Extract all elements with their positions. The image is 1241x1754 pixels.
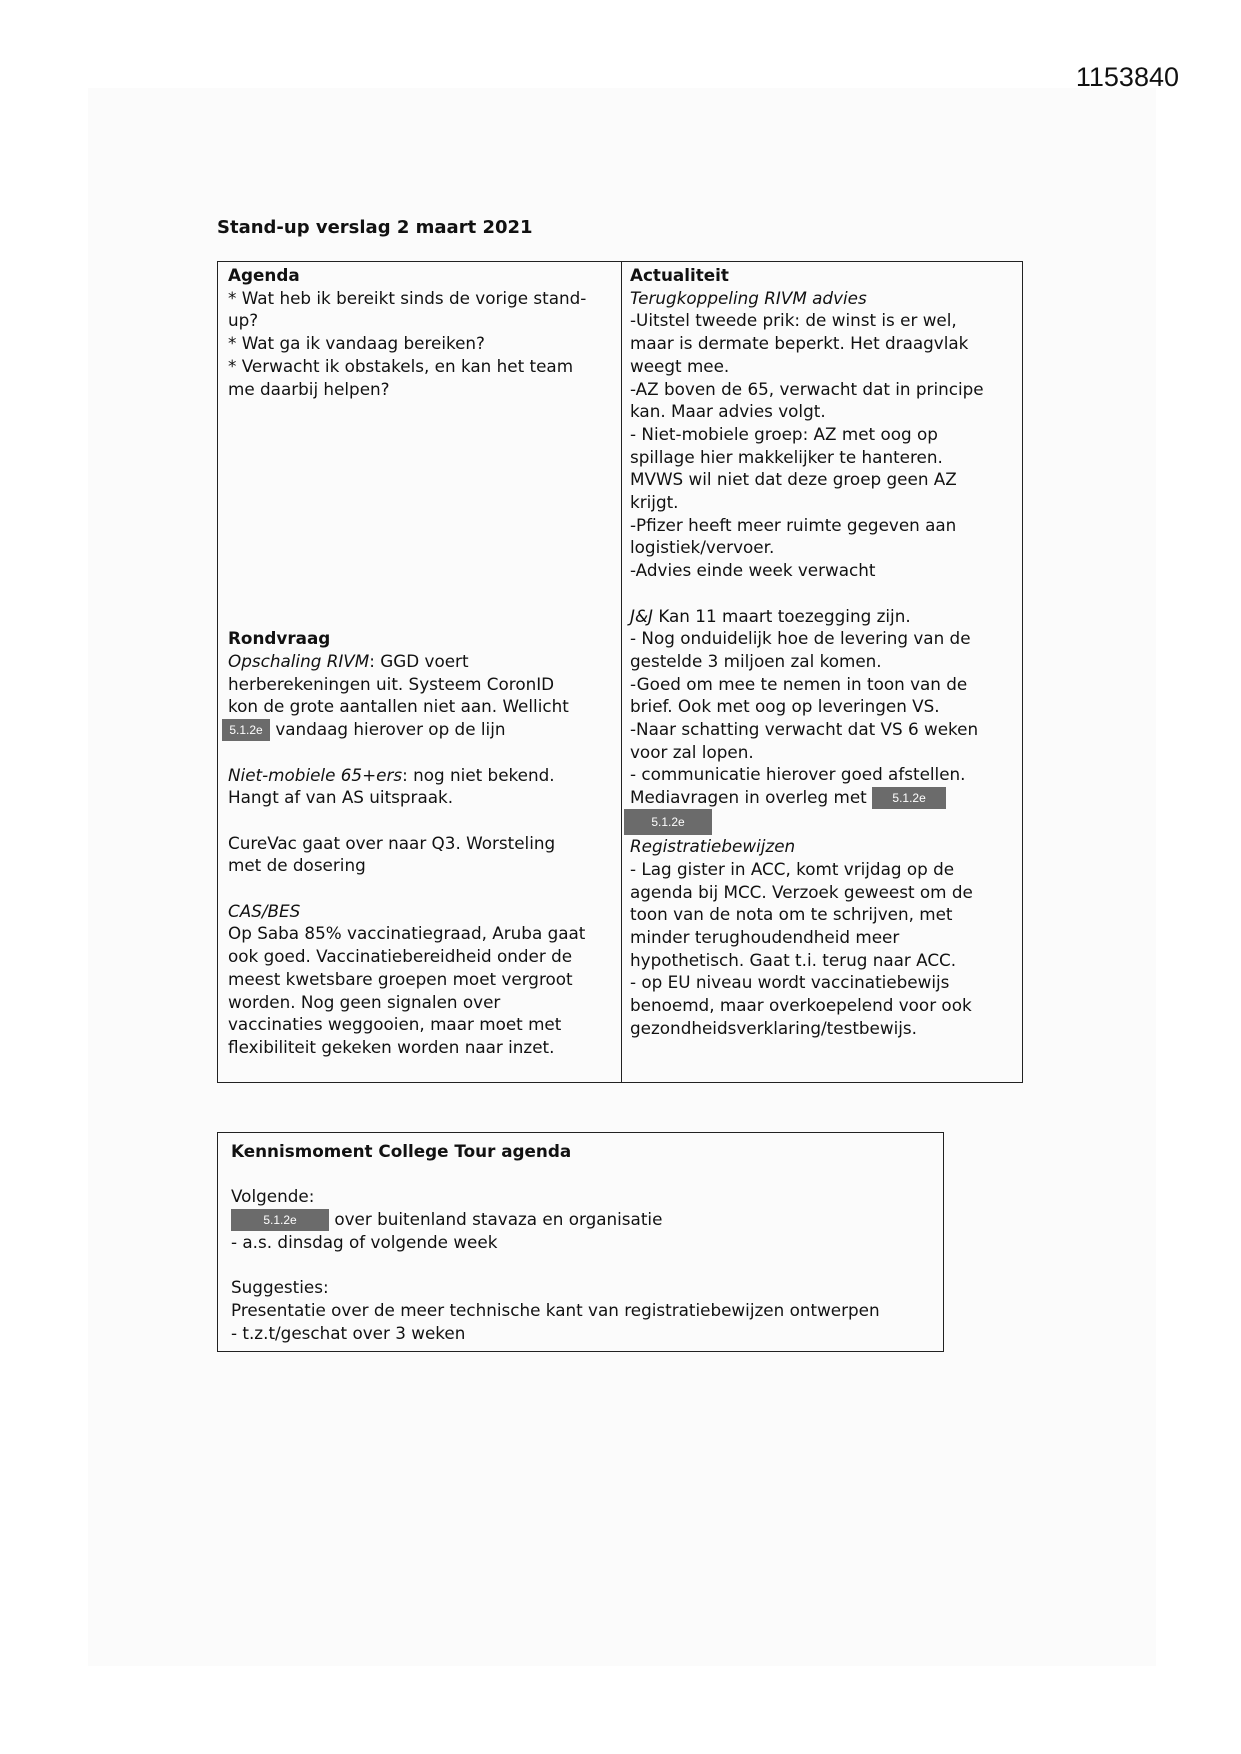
- actualiteit-line: krijgt.: [630, 492, 679, 513]
- rondvraag-line: Opschaling RIVM: GGD voert: [228, 650, 469, 671]
- rondvraag-heading: Rondvraag: [228, 628, 331, 649]
- suggesties-item: Presentatie over de meer technische kant van registratiebewijzen ontwerpen: [231, 1300, 880, 1321]
- page-title: Stand-up verslag 2 maart 2021: [217, 217, 533, 238]
- niet-mobiele-label: Niet-mobiele 65+ers: [228, 764, 403, 785]
- registratie-line: - Lag gister in ACC, komt vrijdag op de: [630, 858, 955, 879]
- rondvraag-line: ook goed. Vaccinatiebereidheid onder de: [228, 946, 573, 967]
- registratie-line: toon van de nota om te schrijven, met: [630, 904, 953, 925]
- rondvraag-line: Hangt af van AS uitspraak.: [228, 787, 454, 808]
- kennismoment-heading: Kennismoment College Tour agenda: [231, 1141, 572, 1161]
- agenda-line: up?: [228, 310, 259, 331]
- registratie-line: gezondheidsverklaring/testbewijs.: [630, 1017, 918, 1038]
- volgende-when: - a.s. dinsdag of volgende week: [231, 1232, 498, 1253]
- actualiteit-line: kan. Maar advies volgt.: [630, 401, 826, 422]
- rondvraag-line: met de dosering: [228, 855, 366, 876]
- rondvraag-line: vaccinaties weggooien, maar moet met: [228, 1014, 562, 1035]
- jj-line: - communicatie hierover goed afstellen.: [630, 764, 966, 785]
- rondvraag-line: kon de grote aantallen niet aan. Wellicht: [228, 696, 569, 717]
- registratie-line: - op EU niveau wordt vaccinatiebewijs: [630, 972, 950, 993]
- actualiteit-line: -AZ boven de 65, verwacht dat in principe: [630, 378, 984, 399]
- agenda-heading: Agenda: [228, 265, 300, 285]
- actualiteit-line: MVWS wil niet dat deze groep geen AZ: [630, 469, 957, 490]
- actualiteit-line: weegt mee.: [630, 355, 730, 376]
- standup-table: [217, 261, 1023, 1083]
- opschaling-label: Opschaling RIVM: [228, 650, 370, 671]
- volgende-label: Volgende:: [231, 1186, 315, 1207]
- rondvraag-line: 5.1.2e vandaag hierover op de lijn: [222, 718, 615, 741]
- jj-line: gestelde 3 miljoen zal komen.: [630, 650, 882, 671]
- redaction-box: 5.1.2e: [872, 787, 946, 809]
- registratie-line: benoemd, maar overkoepelend voor ook: [630, 995, 972, 1016]
- redaction-box: 5.1.2e: [231, 1209, 329, 1231]
- cas-bes-label: CAS/BES: [228, 900, 301, 921]
- redaction-box: 5.1.2e: [624, 809, 712, 835]
- suggesties-when: - t.z.t/geschat over 3 weken: [231, 1322, 466, 1343]
- actualiteit-line: -Pfizer heeft meer ruimte gegeven aan: [630, 514, 957, 535]
- agenda-line: * Verwacht ik obstakels, en kan het team: [228, 355, 574, 376]
- registratie-line: hypothetisch. Gaat t.i. terug naar ACC.: [630, 949, 957, 970]
- actualiteit-heading: Actualiteit: [630, 265, 729, 285]
- registratie-heading: Registratiebewijzen: [630, 836, 796, 857]
- jj-line: brief. Ook met oog op leveringen VS.: [630, 696, 940, 717]
- jj-line: - Nog onduidelijk hoe de levering van de: [630, 628, 971, 649]
- actualiteit-subheading: Terugkoppeling RIVM advies: [630, 287, 867, 308]
- actualiteit-line: maar is dermate beperkt. Het draagvlak: [630, 333, 969, 354]
- jj-line: voor zal lopen.: [630, 741, 754, 762]
- rondvraag-line: Op Saba 85% vaccinatiegraad, Aruba gaat: [228, 923, 586, 944]
- rondvraag-line: worden. Nog geen signalen over: [228, 991, 501, 1012]
- jj-line: -Naar schatting verwacht dat VS 6 weken: [630, 719, 979, 740]
- rondvraag-line: meest kwetsbare groepen moet vergroot: [228, 968, 573, 989]
- suggesties-label: Suggesties:: [231, 1277, 329, 1298]
- rondvraag-line: Niet-mobiele 65+ers: nog niet bekend.: [228, 764, 555, 785]
- redaction-box: 5.1.2e: [222, 719, 270, 741]
- rondvraag-line: herberekeningen uit. Systeem CoronID: [228, 673, 555, 694]
- registratie-line: agenda bij MCC. Verzoek geweest om de: [630, 881, 973, 902]
- agenda-line: me daarbij helpen?: [228, 378, 390, 399]
- right-column: [622, 262, 1022, 1082]
- media-line: Mediavragen in overleg met 5.1.2e: [630, 786, 1016, 809]
- registratie-line: minder terughoudendheid meer: [630, 926, 900, 947]
- actualiteit-line: -Advies einde week verwacht: [630, 560, 876, 581]
- actualiteit-line: logistiek/vervoer.: [630, 537, 775, 558]
- jj-line: -Goed om mee te nemen in toon van de: [630, 673, 968, 694]
- agenda-line: * Wat ga ik vandaag bereiken?: [228, 333, 485, 354]
- jj-label: J&J: [630, 605, 653, 626]
- actualiteit-line: spillage hier makkelijker te hanteren.: [630, 446, 943, 467]
- left-column: [218, 262, 622, 1082]
- rondvraag-line: flexibiliteit gekeken worden naar inzet.: [228, 1037, 555, 1057]
- document-id: 1153840: [1075, 62, 1179, 92]
- jj-line: J&J Kan 11 maart toezegging zijn.: [630, 605, 911, 626]
- volgende-item: 5.1.2e over buitenland stavaza en organisatie: [231, 1208, 933, 1231]
- agenda-line: * Wat heb ik bereikt sinds de vorige stand-: [228, 287, 587, 308]
- actualiteit-line: -Uitstel tweede prik: de winst is er wel,: [630, 310, 957, 331]
- actualiteit-line: - Niet-mobiele groep: AZ met oog op: [630, 423, 938, 444]
- rondvraag-line: CureVac gaat over naar Q3. Worsteling: [228, 832, 556, 853]
- kennismoment-box: [217, 1132, 944, 1352]
